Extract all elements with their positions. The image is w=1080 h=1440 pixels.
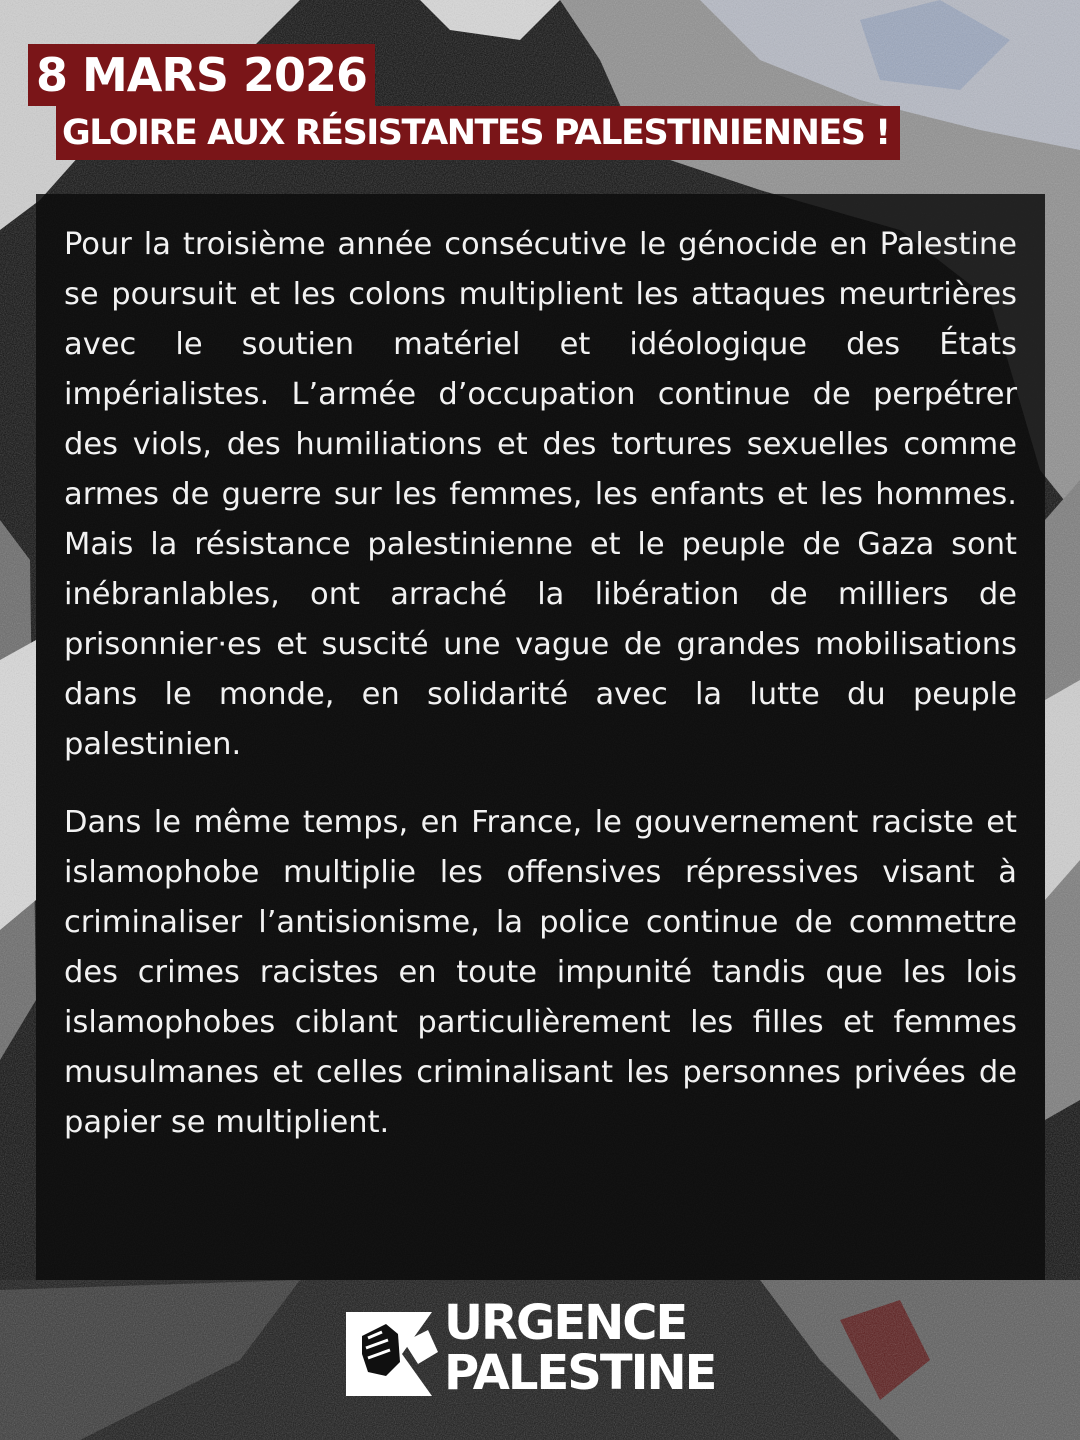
statement-paragraph-2: Dans le même temps, en France, le gouvernement raciste et islamophobe multiplie les offensives répressives visant à criminaliser l’antisionisme, la police continue de commettre des crimes racistes en toute impunité tandis que les lois islamophobes ciblant particulièrement les filles et femmes musulmanes et celles criminalisant les personnes privées de papier se multiplient. bbox=[64, 805, 1017, 1140]
urgence-palestine-logo bbox=[342, 1295, 742, 1402]
logo-wordmark bbox=[444, 1295, 716, 1401]
logo-line-2: PALESTINE bbox=[444, 1345, 716, 1401]
logo-line-1: URGENCE bbox=[444, 1295, 687, 1351]
slogan-banner: GLOIRE AUX RÉSISTANTES PALESTINIENNES ! bbox=[56, 106, 900, 160]
statement-paragraph-1: Pour la troisième année consécutive le génocide en Palestine se poursuit et les colons multiplient les attaques meurtrières avec le soutien matériel et idéologique des États impérialistes. L’armée d’occupation continue de perpétrer des viols, des humiliations et des tortures sexuelles comme armes de guerre sur les femmes, les enfants et les hommes. Mais la résistance palestinienne et le peuple de Gaza sont inébranlables, ont arraché la libération de milliers de prisonnier·es et suscité une vague de grandes mobilisations dans le monde, en solidarité avec la lutte du peuple palestinien. bbox=[64, 227, 1017, 762]
event-date-banner: 8 MARS 2026 bbox=[28, 44, 375, 106]
statement-text-panel bbox=[36, 194, 1045, 1280]
raised-fist-flag-icon bbox=[342, 1302, 440, 1398]
